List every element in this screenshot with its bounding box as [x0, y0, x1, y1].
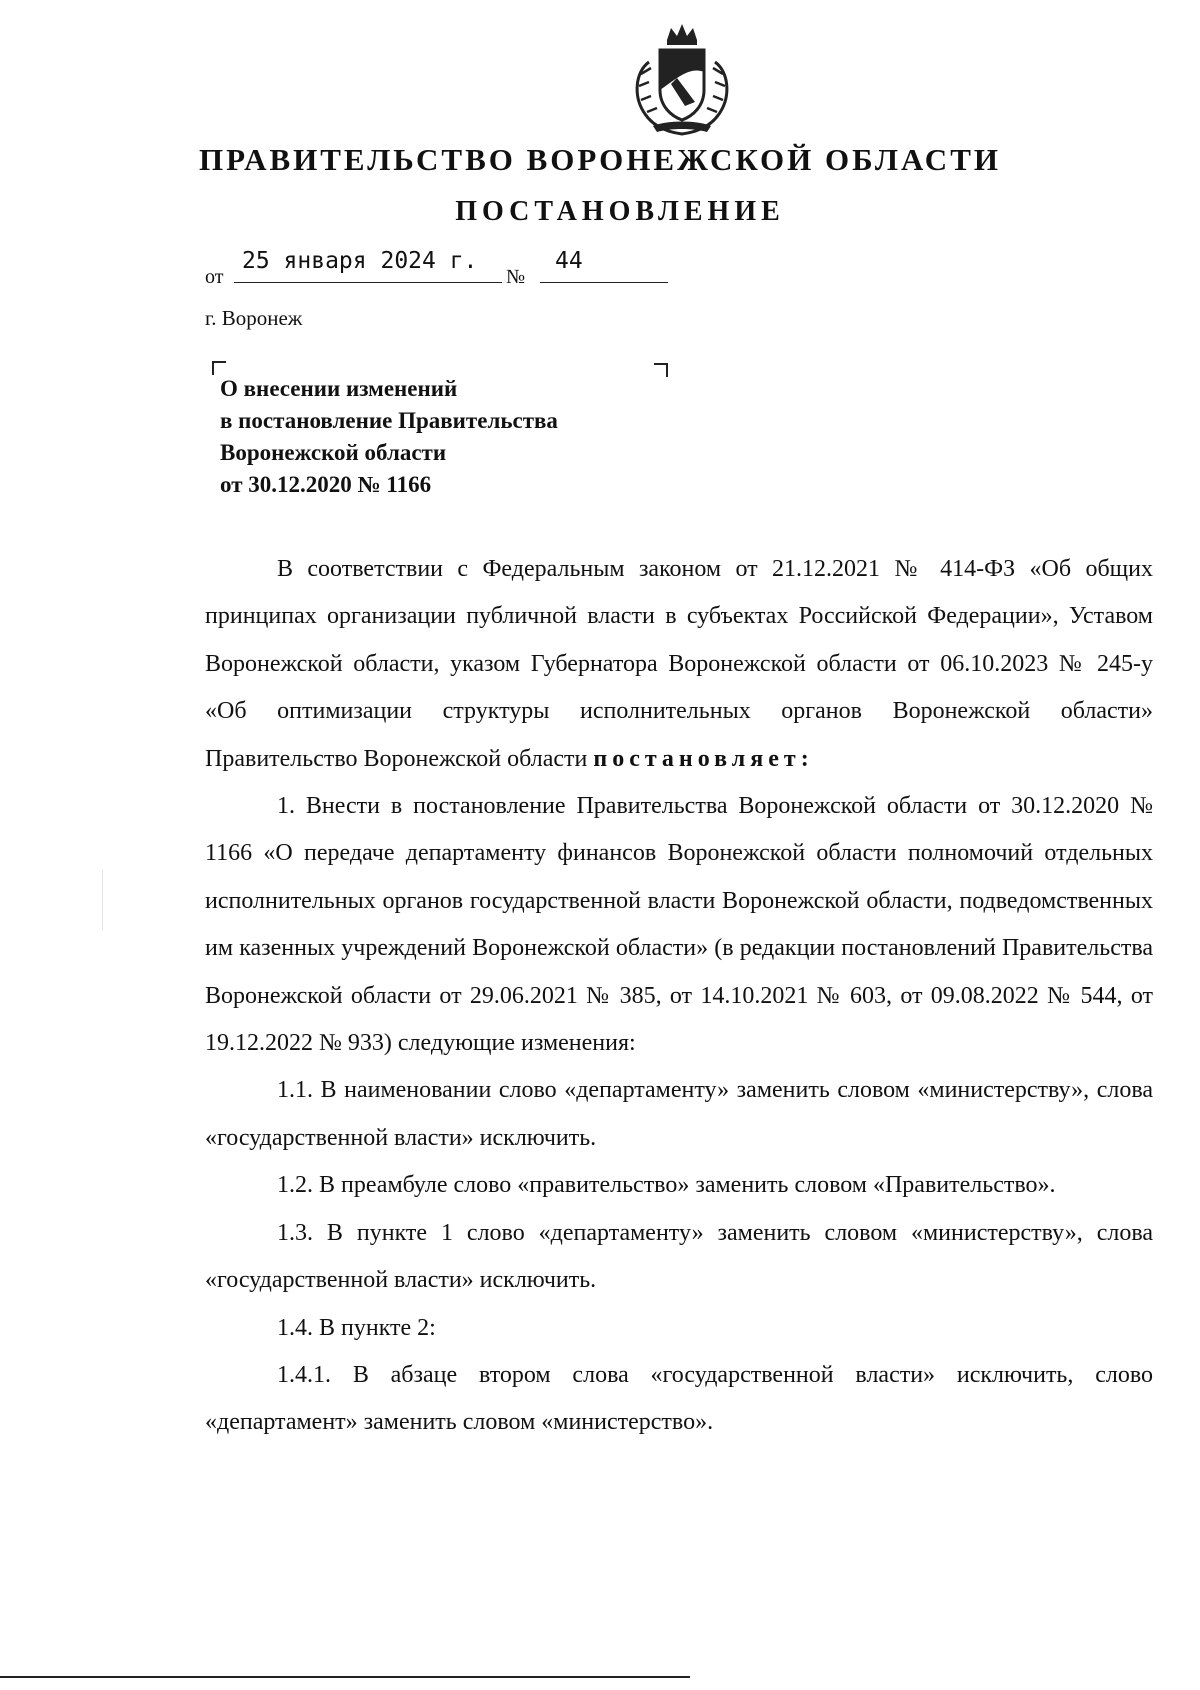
- scan-artifact: [102, 870, 103, 930]
- preamble-paragraph: [205, 546, 1153, 783]
- document-date: 25 января 2024 г.: [242, 248, 478, 274]
- subject-line: Воронежской области: [220, 440, 447, 465]
- number-underline: [540, 282, 668, 283]
- number-prefix: №: [506, 266, 526, 288]
- coat-of-arms-icon: [627, 22, 737, 138]
- footer-rule: [0, 1676, 690, 1678]
- clause-1-3: 1.3. В пункте 1 слово «департаменту» заменить словом «министерству», слова «государственной власти» исключить.: [205, 1219, 1153, 1294]
- date-underline: [234, 282, 502, 283]
- subject-line: О внесении изменений: [220, 376, 458, 401]
- preamble-verb: постановляет:: [593, 745, 814, 772]
- subject-corner-right: [654, 363, 668, 377]
- clause-1: 1. Внести в постановление Правительства Воронежской области от 30.12.2020 № 1166 «О передаче департаменту финансов Воронежской области полномочий отдельных исполнительных органов государственной власти Воронежской области, подведомственных им казенных учреждений Воронежской области» (в редакции постановлений Правительства Воронежской области от 29.06.2021 № 385, от 14.10.2021 № 603, от 09.08.2022 № 544, от 19.12.2022 № 933) следующие изменения:: [205, 793, 1153, 1057]
- document-number: 44: [555, 248, 583, 274]
- organization-title: ПРАВИТЕЛЬСТВО ВОРОНЕЖСКОЙ ОБЛАСТИ: [199, 142, 1001, 177]
- document-type: ПОСТАНОВЛЕНИЕ: [455, 196, 785, 227]
- date-prefix: от: [205, 266, 224, 288]
- subject-line: от 30.12.2020 № 1166: [220, 472, 432, 497]
- city: г. Воронеж: [205, 306, 303, 330]
- subject-line: в постановление Правительства: [220, 408, 558, 433]
- clause-1-2: 1.2. В преамбуле слово «правительство» заменить словом «Правительство».: [277, 1172, 1056, 1199]
- clause-1-1: 1.1. В наименовании слово «департаменту» заменить словом «министерству», слова «государственной власти» исключить.: [205, 1077, 1153, 1151]
- document-subject: [220, 373, 558, 501]
- clause-1-4: 1.4. В пункте 2:: [277, 1314, 436, 1341]
- document-body: [205, 546, 1153, 1447]
- clause-1-4-1: 1.4.1. В абзаце втором слова «государственной власти» исключить, слово «департамент» заменить словом «министерство».: [205, 1361, 1153, 1436]
- preamble-text: В соответствии с Федеральным законом от 21.12.2021 № 414-ФЗ «Об общих принципах организации публичной власти в субъектах Российской Федерации», Уставом Воронежской области, указом Губернатора Воронежской области от 06.10.2023 № 245-у «Об оптимизации структуры исполнительных органов Воронежской области» Правительство Воронежской области: [205, 556, 1153, 772]
